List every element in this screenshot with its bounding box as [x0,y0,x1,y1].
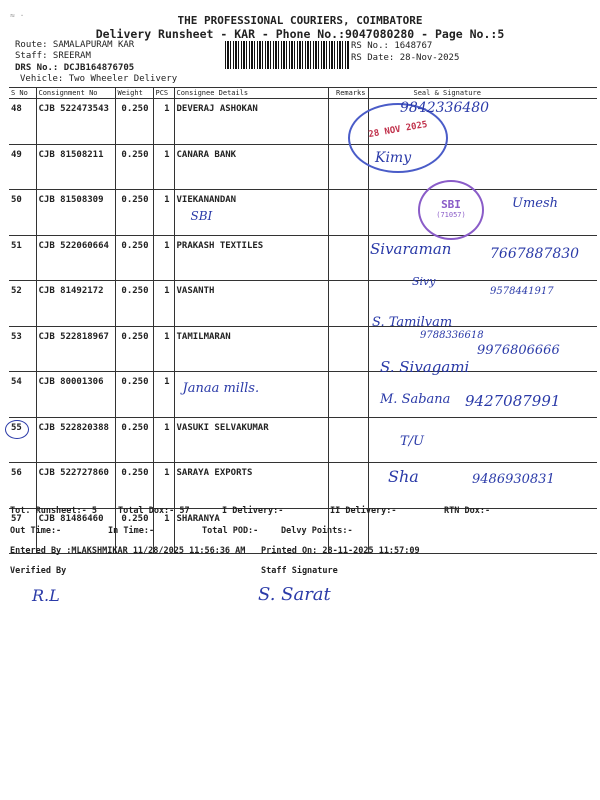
sig-57: Sha [388,467,419,486]
table-header-row [9,88,597,99]
cell-pcs [153,463,174,509]
cell-sno-text: 52 [11,286,22,296]
table-row [9,99,597,145]
cell-pcs-text: 1 [164,104,170,114]
cell-remarks [328,281,368,327]
cell-sno [9,326,36,372]
verified-signature: R.L [32,586,60,605]
cell-weight [115,326,153,372]
vehicle-label: Vehicle: Two Wheeler Delivery [20,74,178,84]
i-delivery: I Delivery:- [222,506,284,516]
verified-by-label: Verified By [10,566,67,576]
sig-53-phone: 9788336618 [420,330,484,341]
cell-sno-text: 56 [11,468,22,478]
stamp-sbi-text: SBI [441,198,461,211]
cell-consignment [36,372,115,418]
rs-number: RS No.: 1648767 [351,41,433,51]
cell-consignment-text: CJB 81508211 [38,149,104,160]
cell-pcs-text: 1 [164,422,170,433]
cell-pcs [153,235,174,281]
cell-consignee [174,326,328,372]
cell-sno [9,281,36,327]
corner-mark: ≈ · [10,11,25,20]
cell-weight [115,281,153,327]
barcode [225,41,349,69]
cell-consignment [36,235,115,281]
sig-55-phone: 9427087991 [465,392,561,410]
company-title: THE PROFESSIONAL COURIERS, COIMBATORE [177,14,423,27]
cell-sno-text: 48 [11,104,22,114]
route-label: Route: SAMALAPURAM KAR [15,40,135,50]
staff-signature-label: Staff Signature [261,566,338,576]
cell-consignee [174,463,328,509]
total-pod: Total POD:- [202,526,259,536]
sig-50: Umesh [512,196,559,211]
cell-remarks [328,417,368,463]
cell-pcs [153,144,174,190]
cell-consignment-text: CJB 81508309 [38,195,104,205]
cell-pcs [153,417,174,463]
cell-weight-text: 0.250 [121,104,149,114]
sig-53-name: S. Tamilvam [372,315,453,330]
col-weight: Weight [115,88,153,99]
cell-pcs-text: 1 [164,377,170,387]
sig-54-name: S. Sivagami [380,358,470,376]
cell-pcs-text: 1 [164,195,170,205]
cell-sno [9,372,36,418]
cell-pcs [153,190,174,236]
sig-56: T/U [400,434,425,449]
cell-consignment-text: CJB 80001306 [38,377,104,387]
total-dox: Total Dox:- 57 [118,506,190,516]
stamp-date: 28 NOV 2025 [367,119,429,141]
runsheet-subtitle: Delivery Runsheet - KAR - Phone No.:9047080280 - Page No.:5 [95,27,505,41]
cell-sno-text: 57 [11,513,22,524]
cell-pcs-text: 1 [164,149,170,160]
col-sno: S No [9,88,36,99]
cell-sno-text: 50 [11,195,22,205]
handwritten-note: Janaa mills. [182,381,260,396]
cell-sno-text: 54 [11,377,22,387]
cell-consignment-text: CJB 81492172 [38,286,104,296]
cell-consignment [36,144,115,190]
cell-weight [115,417,153,463]
cell-consignee [174,281,328,327]
cell-sno-text: 49 [11,149,22,160]
cell-remarks [328,235,368,281]
cell-consignee-text: TAMILMARAN [176,331,231,342]
cell-sno [9,144,36,190]
cell-remarks [328,463,368,509]
cell-consignment [36,463,115,509]
col-pcs: PCS [153,88,174,99]
cell-remarks [328,372,368,418]
handwritten-note: SBI [190,209,213,223]
cell-remarks [328,326,368,372]
cell-weight-text: 0.250 [121,286,149,296]
entered-by: Entered By :MLAKSHMIKAR 11/28/2025 11:56:36 AM [10,546,246,556]
cell-consignee-text: CANARA BANK [176,149,237,160]
cell-weight [115,463,153,509]
table-row [9,190,597,236]
cell-consignee-text: VASUKI SELVAKUMAR [176,422,269,433]
cell-sno-text: 53 [11,331,22,342]
cell-consignee-text: VASANTH [176,286,215,296]
cell-weight-text: 0.250 [121,422,149,433]
cell-consignee-text: PRAKASH TEXTILES [176,240,264,251]
cell-consignment [36,281,115,327]
cell-weight-text: 0.250 [121,513,149,524]
cell-consignment [36,326,115,372]
cell-pcs [153,326,174,372]
cell-consignment [36,190,115,236]
cell-consignee [174,190,328,236]
sbi-stamp [418,180,484,240]
cell-weight-text: 0.250 [121,240,149,251]
col-remarks: Remarks [328,88,368,99]
cell-weight [115,190,153,236]
delvy-points: Delvy Points:- [281,526,353,536]
cell-weight [115,372,153,418]
in-time: In Time:- [108,526,155,536]
cell-weight-text: 0.250 [121,377,149,387]
cell-consignee [174,372,328,418]
cell-pcs-text: 1 [164,513,170,524]
row-56-circle-mark [5,420,29,439]
cell-consignment-text: CJB 522820388 [38,422,109,433]
cell-sno [9,190,36,236]
cell-consignee [174,144,328,190]
cell-weight-text: 0.250 [121,149,149,160]
cell-consignee [174,235,328,281]
cell-consignment-text: CJB 81486460 [38,513,104,524]
cell-pcs [153,99,174,145]
cell-consignment [36,417,115,463]
cell-weight [115,235,153,281]
cell-pcs [153,281,174,327]
cell-pcs-text: 1 [164,331,170,342]
cell-consignee-text: SARAYA EXPORTS [176,468,253,478]
cell-consignment [36,99,115,145]
cell-weight [115,99,153,145]
rs-date: RS Date: 28-Nov-2025 [351,53,460,63]
cell-consignment-text: CJB 522727860 [38,468,109,478]
table-row [9,417,597,463]
cell-pcs-text: 1 [164,240,170,251]
cell-sno-text: 55 [11,422,22,433]
cell-remarks [328,190,368,236]
sig-54-phone: 9976806666 [477,343,560,358]
sig-48-phone: 9842336480 [400,100,490,116]
total-runsheet: Tot. Runsheet:- 5 [10,506,97,516]
cell-sno-text: 51 [11,240,22,251]
table-row [9,144,597,190]
printed-on: Printed On: 28-11-2025 11:57:09 [261,546,420,556]
sig-55-name: M. Sabana [380,392,451,407]
cell-weight-text: 0.250 [121,331,149,342]
cell-sno [9,99,36,145]
cell-pcs-text: 1 [164,468,170,478]
stamp-code: (71057) [436,211,466,219]
sig-52: Sivy [412,275,436,288]
out-time: Out Time:- [10,526,62,536]
cell-sno [9,463,36,509]
cell-weight-text: 0.250 [121,195,149,205]
ii-delivery: II Delivery:- [330,506,397,516]
sig-51-name: Sivaraman [370,240,452,258]
cell-consignment-text: CJB 522060664 [38,240,109,251]
cell-consignee [174,417,328,463]
cell-consignment-text: CJB 522473543 [38,104,109,114]
sig-51-phone: 7667887830 [490,246,580,262]
cell-weight [115,144,153,190]
col-consignment: Consignment No [36,88,115,99]
rtn-dox: RTN Dox:- [444,506,491,516]
cell-weight-text: 0.250 [121,468,149,478]
sig-52-phone: 9578441917 [490,286,554,297]
col-consignee: Consignee Details [174,88,328,99]
staff-label: Staff: SREERAM [15,51,91,61]
cell-consignee [174,99,328,145]
cell-consignee-text: SHARANYA [176,513,220,524]
cell-pcs [153,372,174,418]
sig-57-phone: 9486930831 [472,472,555,487]
cell-consignment-text: CJB 522818967 [38,331,109,342]
sig-49: Kimy [375,150,412,166]
cell-pcs-text: 1 [164,286,170,296]
drs-number: DRS No.: DCJB164876705 [15,63,135,73]
cell-consignee-text: DEVERAJ ASHOKAN [176,104,258,114]
cell-sno [9,235,36,281]
cell-consignee-text: VIEKANANDAN [176,195,237,205]
staff-signature: S. Sarat [258,584,331,605]
col-seal-signature: Seal & Signature [368,88,597,99]
